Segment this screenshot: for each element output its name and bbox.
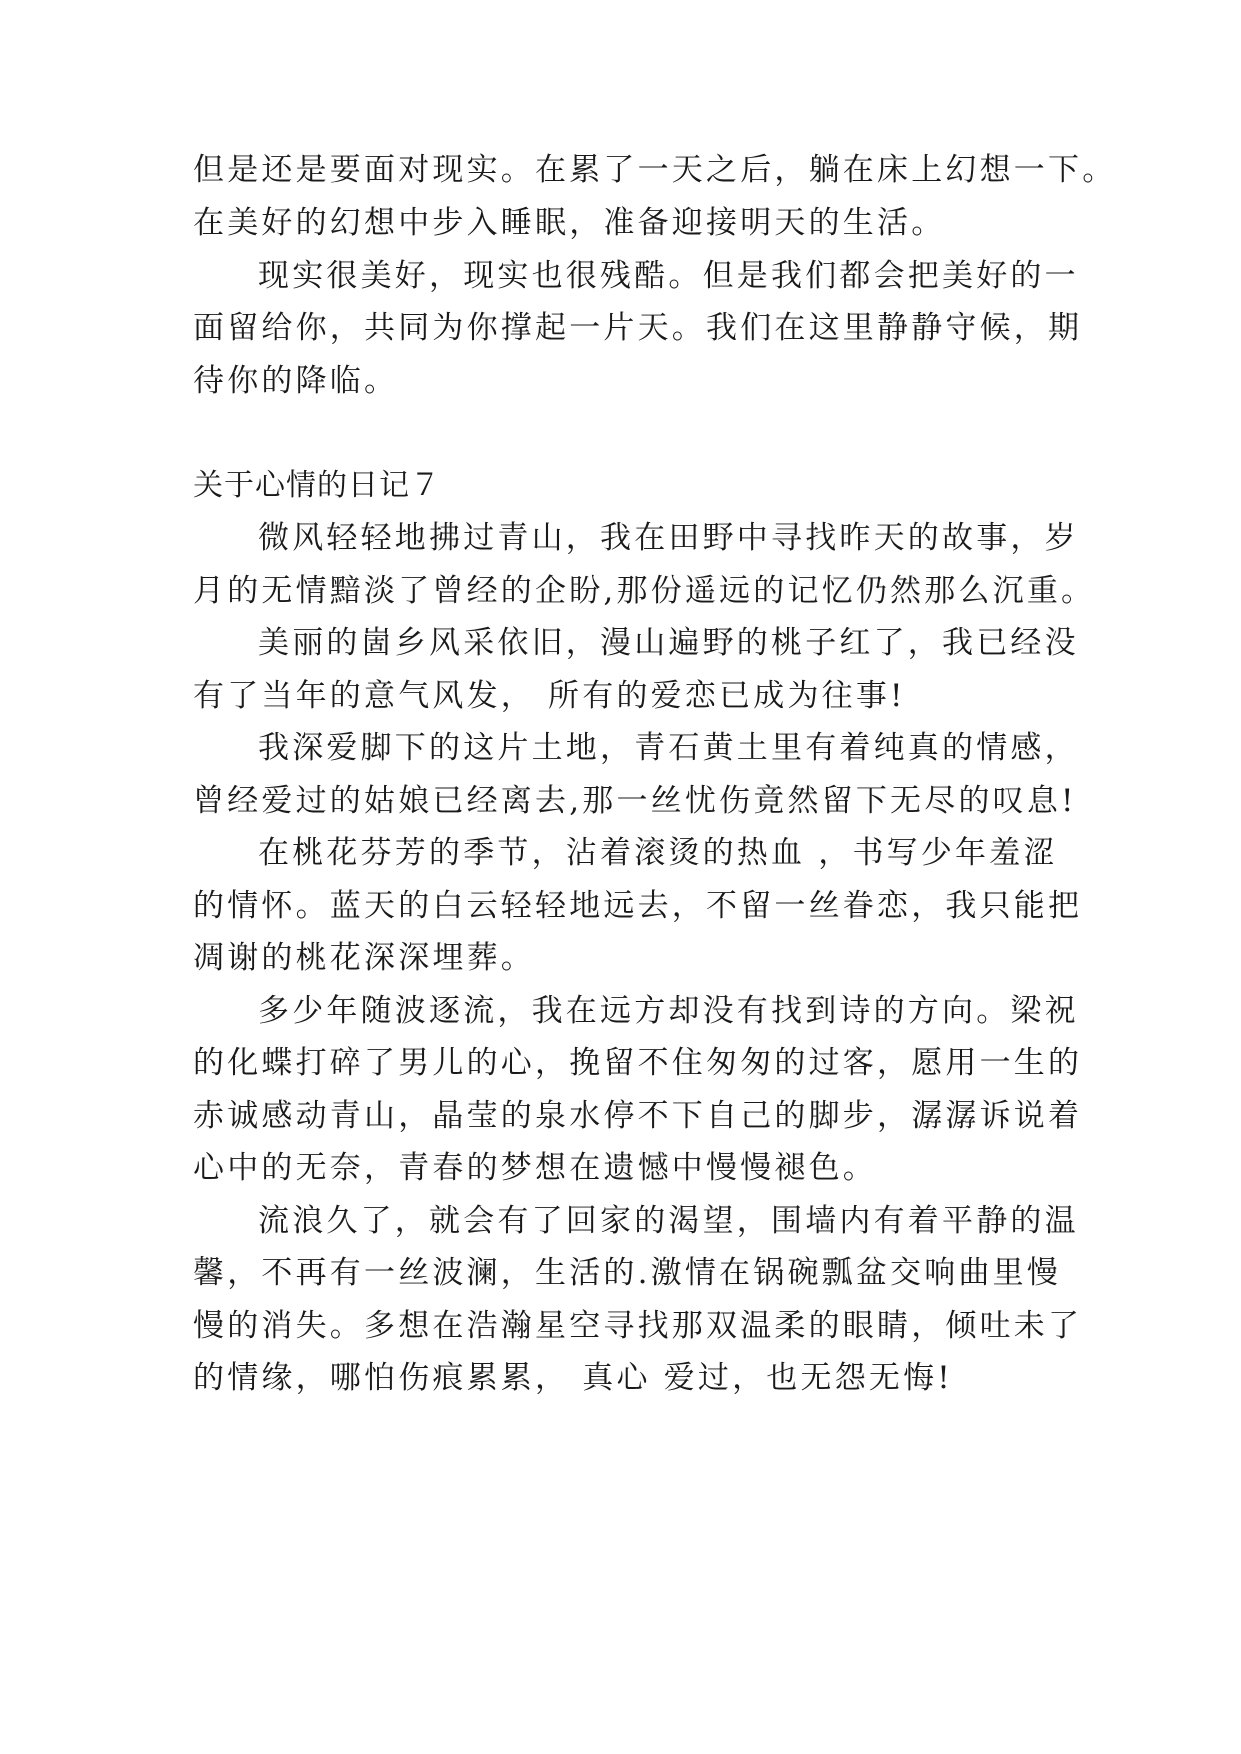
paragraph-line: 现实很美好，现实也很残酷。但是我们都会把美好的一: [258, 258, 1079, 294]
paragraph-line: 心中的无奈，青春的梦想在遗憾中慢慢褪色。: [193, 1150, 877, 1186]
paragraph-line: 待你的降临。: [193, 363, 399, 399]
paragraph-line: 的化蝶打碎了男儿的心，挽留不住匆匆的过客，愿用一生的: [193, 1045, 1083, 1081]
paragraph-line: 流浪久了，就会有了回家的渴望，围墙内有着平静的温: [258, 1203, 1079, 1239]
paragraph-line: 凋谢的桃花深深埋葬。: [193, 940, 535, 976]
paragraph-line: 多少年随波逐流，我在远方却没有找到诗的方向。梁祝: [258, 993, 1079, 1029]
paragraph-line: 但是还是要面对现实。在累了一天之后，躺在床上幻想一下。: [193, 152, 1117, 188]
paragraph-line: 曾经爱过的姑娘已经离去,那一丝忧伤竟然留下无尽的叹息!: [193, 783, 1077, 819]
section-title: 关于心情的日记７: [193, 468, 441, 503]
paragraph-line: 在桃花芬芳的季节，沾着滚烫的热血 ，书写少年羞涩: [258, 835, 1058, 871]
paragraph-line: 赤诚感动青山，晶莹的泉水停不下自己的脚步，潺潺诉说着: [193, 1098, 1083, 1134]
paragraph-line: 在美好的幻想中步入睡眠，准备迎接明天的生活。: [193, 205, 946, 241]
paragraph-line: 微风轻轻地拂过青山，我在田野中寻找昨天的故事，岁: [258, 520, 1079, 556]
paragraph-line: 有了当年的意气风发， 所有的爱恋已成为往事!: [193, 678, 906, 714]
paragraph-line: 月的无情黯淡了曾经的企盼,那份遥远的记忆仍然那么沉重。: [193, 573, 1096, 609]
paragraph-line: 我深爱脚下的这片土地，青石黄土里有着纯真的情感，: [258, 730, 1079, 766]
paragraph-line: 面留给你，共同为你撑起一片天。我们在这里静静守候，期: [193, 310, 1083, 346]
paragraph-line: 美丽的崮乡风采依旧，漫山遍野的桃子红了，我已经没: [258, 625, 1079, 661]
paragraph-line: 的情怀。蓝天的白云轻轻地远去，不留一丝眷恋，我只能把: [193, 888, 1083, 924]
paragraph-line: 馨，不再有一丝波澜，生活的.激情在锅碗瓢盆交响曲里慢: [193, 1255, 1062, 1291]
paragraph-line: 的情缘，哪怕伤痕累累， 真心 爱过，也无怨无悔!: [193, 1360, 953, 1396]
paragraph-line: 慢的消失。多想在浩瀚星空寻找那双温柔的眼睛，倾吐未了: [193, 1308, 1083, 1344]
